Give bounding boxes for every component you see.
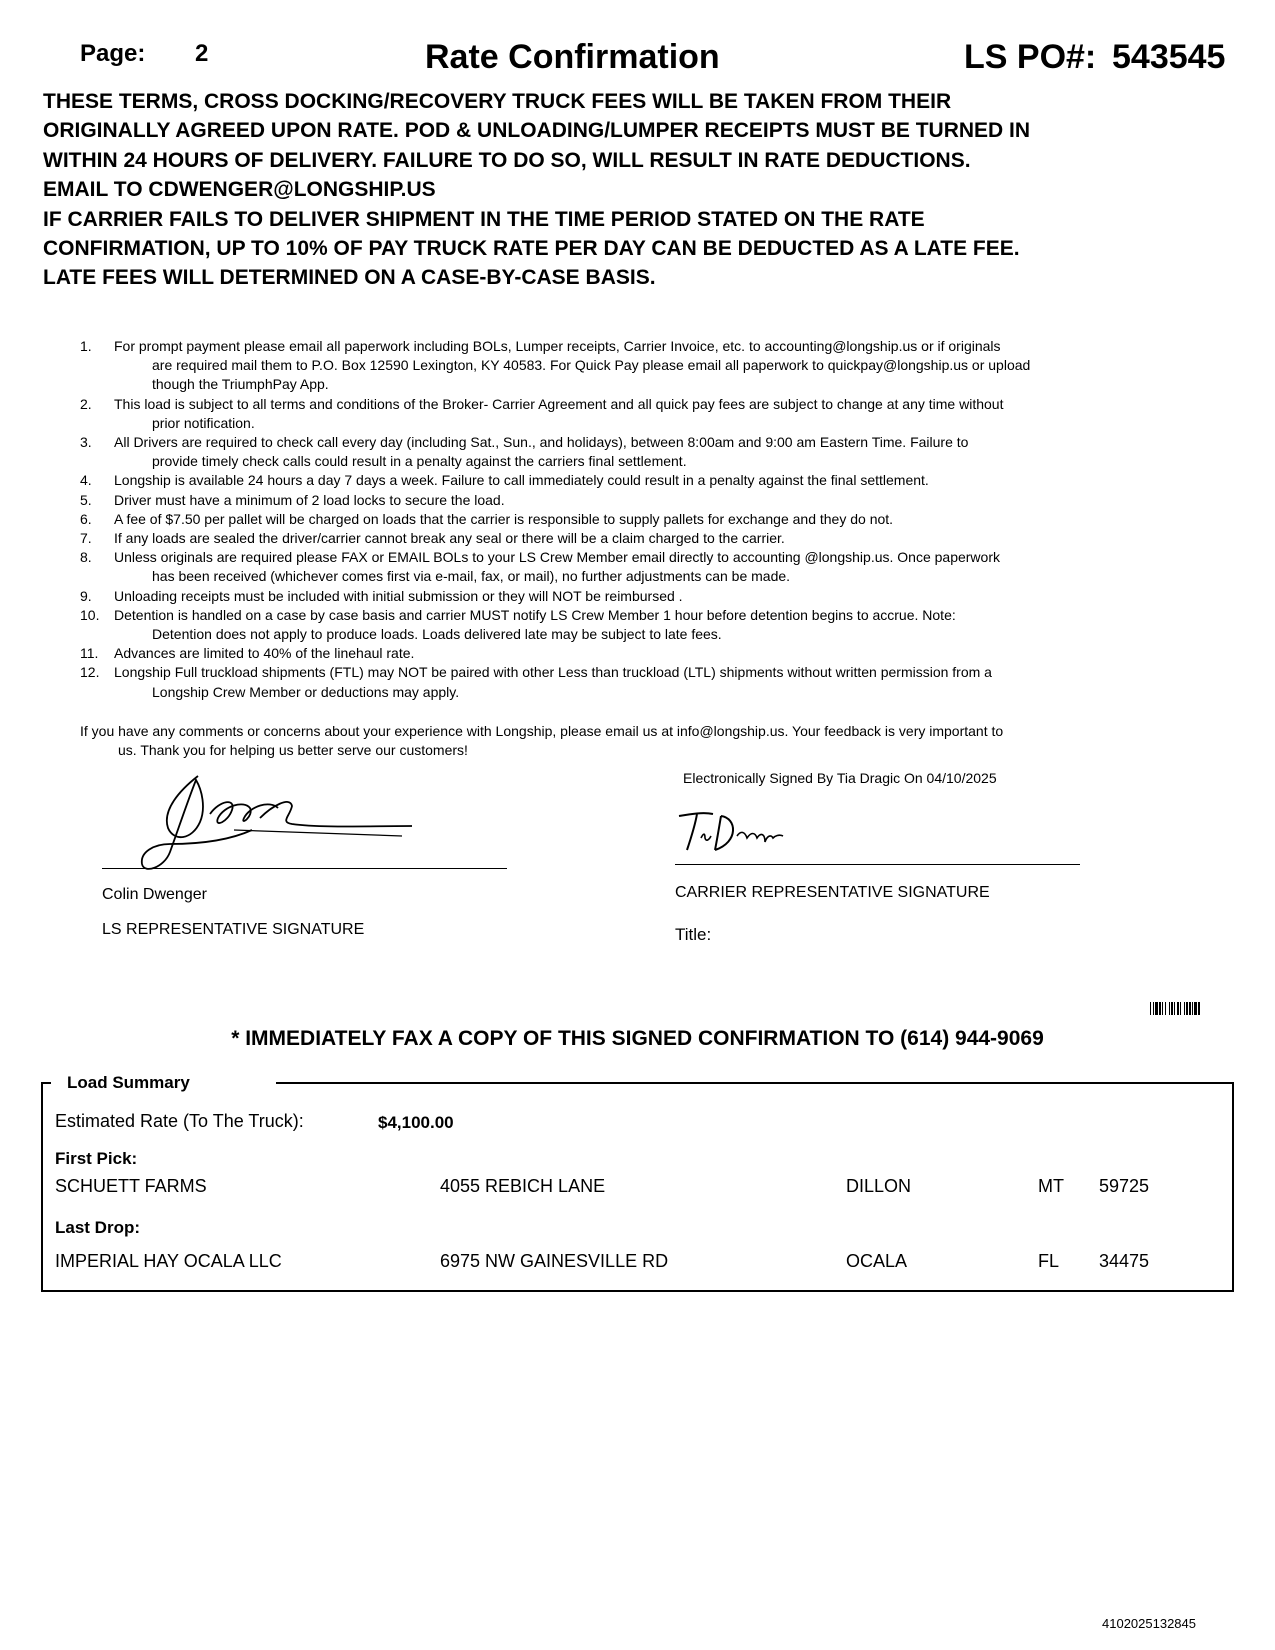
rule-line: though the TriumphPay App. [152,376,329,393]
pick-city: DILLON [846,1176,912,1196]
rule-item [80,395,1080,414]
ls-signature-label: LS REPRESENTATIVE SIGNATURE [102,921,365,938]
barcode-image [1150,1002,1227,1015]
rate-label: Estimated Rate (To The Truck): [55,1111,304,1131]
rule-number: 12. [80,664,100,681]
drop-zip: 34475 [1099,1251,1150,1271]
po-number: 543545 [1112,38,1226,76]
carrier-signature-line [675,864,1080,865]
rule-line: A fee of $7.50 per pallet will be charged on loads that the carrier is responsible to supply pallets for exchange and they do not. [114,510,894,527]
rule-number: 1. [80,338,92,354]
fax-notice: * IMMEDIATELY FAX A COPY OF THIS SIGNED CONFIRMATION TO (614) 944-9069 [231,1027,1044,1050]
rule-line: Advances are limited to 40% of the linehaul rate. [114,645,415,662]
rule-number: 8. [80,549,92,566]
load-summary-title: Load Summary [63,1073,194,1093]
rule-item [80,529,1080,548]
rule-item [80,644,1080,663]
feedback-line: If you have any comments or concerns about your experience with Longship, please email us at info@longship.us. Your feedback is very important to [80,723,1004,739]
document-title: Rate Confirmation [425,38,720,76]
rule-line: Unloading receipts must be included with initial submission or they will NOT be reimbursed . [114,587,683,604]
rule-line: Detention is handled on a case by case basis and carrier MUST notify LS Crew Member 1 hour before detention begins to accrue. Note: [114,606,956,623]
drop-state: FL [1038,1251,1060,1271]
rule-number: 4. [80,472,92,489]
rule-line: has been received (whichever comes first via e-mail, fax, or mail), no further adjustments can be made. [152,568,791,585]
ls-signature-line [102,868,507,869]
page-label: Page: [80,40,146,67]
rule-item [80,491,1080,510]
drop-city: OCALA [846,1251,908,1271]
terms-line: LATE FEES WILL DETERMINED ON A CASE-BY-CASE BASIS. [43,266,656,290]
pick-zip: 59725 [1099,1176,1150,1196]
terms-line: ORIGINALLY AGREED UPON RATE. POD & UNLOADING/LUMPER RECEIPTS MUST BE TURNED IN [43,119,1031,143]
first-pick-label: First Pick: [55,1149,138,1168]
rule-line: All Drivers are required to check call every day (including Sat., Sun., and holidays), between 8:00am and 9:00 am Eastern Time. Failure to [114,434,969,451]
drop-name: IMPERIAL HAY OCALA LLC [55,1251,282,1271]
rule-item [80,606,1080,625]
rule-item [80,587,1080,606]
rule-item [80,510,1080,529]
rule-number: 2. [80,395,92,412]
box-border [276,1082,1234,1084]
rule-item [80,663,1080,682]
feedback-line: us. Thank you for helping us better serve our customers! [118,742,468,759]
po-label: LS PO#: [964,38,1097,76]
rule-item [80,471,1080,490]
box-border [41,1082,51,1084]
rule-line: Longship Crew Member or deductions may apply. [152,683,460,700]
document-id: 4102025132845 [1102,1616,1196,1631]
terms-line: IF CARRIER FAILS TO DELIVER SHIPMENT IN THE TIME PERIOD STATED ON THE RATE [43,207,925,231]
rule-number: 10. [80,606,100,623]
rule-line: provide timely check calls could result in a penalty against the carriers final settlement. [152,453,687,470]
rule-line: If any loads are sealed the driver/carrier cannot break any seal or there will be a claim charged to the carrier. [114,530,785,547]
rate-value: $4,100.00 [378,1113,454,1132]
carrier-signature-image [675,808,795,858]
rule-number: 5. [80,491,92,508]
rule-line: Unless originals are required please FAX or EMAIL BOLs to your LS Crew Member email directly to accounting @longship.us. Once paperwork [114,549,1000,566]
rule-item [80,337,1080,356]
terms-line: CONFIRMATION, UP TO 10% OF PAY TRUCK RATE PER DAY CAN BE DEDUCTED AS A LATE FEE. [43,237,1020,261]
rule-number: 9. [80,587,92,604]
rule-item [80,548,1080,567]
carrier-title-label: Title: [675,925,712,944]
rule-line: are required mail them to P.O. Box 12590 Lexington, KY 40583. For Quick Pay please email all paperwork to quickpay@longship.us or upload [152,357,1031,374]
esign-note: Electronically Signed By Tia Dragic On 04/10/2025 [683,770,997,786]
feedback-note [80,722,1090,760]
rule-item [80,433,1080,452]
rule-number: 6. [80,510,92,527]
rule-number: 7. [80,530,92,547]
rules-list [80,337,1080,702]
drop-address: 6975 NW GAINESVILLE RD [440,1251,669,1271]
rule-line: prior notification. [152,414,255,431]
rule-line: For prompt payment please email all paperwork including BOLs, Lumper receipts, Carrier Invoice, etc. to accounting@longship.us or if originals [114,338,1001,354]
ls-representative-name: Colin Dwenger [102,886,207,903]
rule-line: Longship Full truckload shipments (FTL) may NOT be paired with other Less than truckload (LTL) shipments without written permission from a [114,664,992,681]
terms-line: WITHIN 24 HOURS OF DELIVERY. FAILURE TO DO SO, WILL RESULT IN RATE DEDUCTIONS. [43,148,971,172]
rule-line: Detention does not apply to produce loads. Loads delivered late may be subject to late fees. [152,626,722,643]
rule-number: 11. [80,645,99,662]
pick-address: 4055 REBICH LANE [440,1176,606,1196]
rule-line: Longship is available 24 hours a day 7 days a week. Failure to call immediately could result in a penalty against the final settlement. [114,472,929,489]
rule-line: This load is subject to all terms and conditions of the Broker- Carrier Agreement and all quick pay fees are subject to change at any time without [114,395,1004,412]
last-drop-label: Last Drop: [55,1218,140,1237]
rule-number: 3. [80,434,92,451]
terms-line: THESE TERMS, CROSS DOCKING/RECOVERY TRUCK FEES WILL BE TAKEN FROM THEIR [43,90,952,113]
pick-name: SCHUETT FARMS [55,1176,207,1196]
pick-state: MT [1038,1176,1064,1196]
rule-line: Driver must have a minimum of 2 load locks to secure the load. [114,491,505,508]
page-number: 2 [195,40,209,67]
terms-line: EMAIL TO CDWENGER@LONGSHIP.US [43,178,436,202]
terms-block [43,87,1203,293]
carrier-signature-label: CARRIER REPRESENTATIVE SIGNATURE [675,884,990,901]
